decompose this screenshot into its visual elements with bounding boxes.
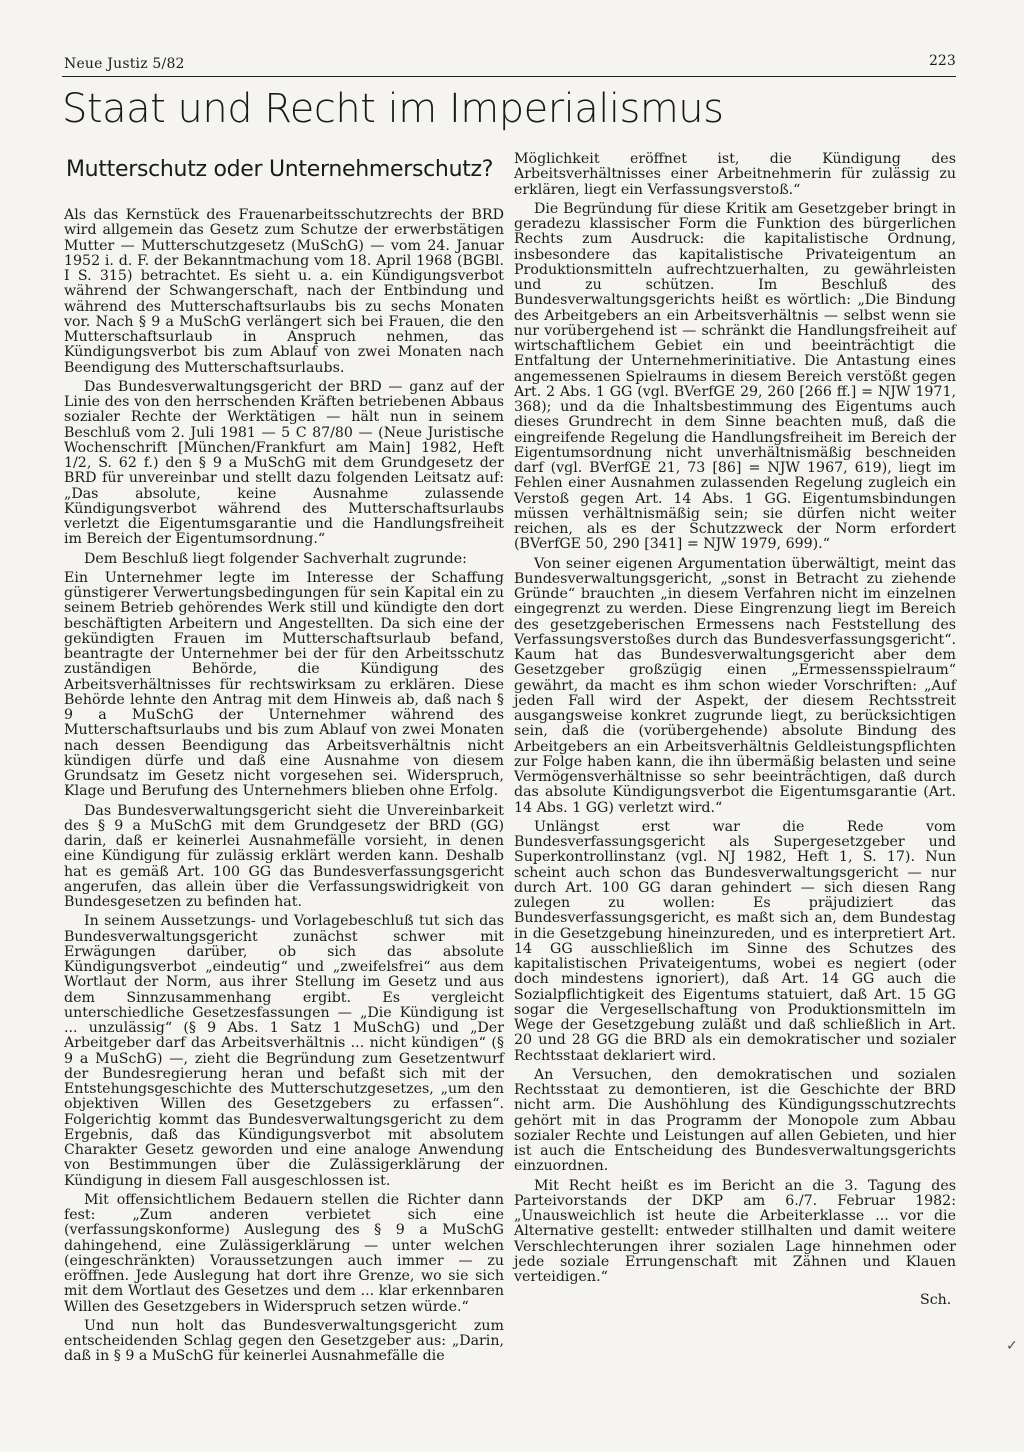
right-column [514, 152, 956, 1289]
paragraph: Das Bundesverwaltungsgericht sieht die Unvereinbarkeit des § 9 a MuSchG mit dem Grundgesetz der BRD (GG) darin, daß er keinerlei Ausnahmefälle vorsieht, in denen eine Kündigung für zulässig erklärt werden kann. Deshalb hat es gemäß Art. 100 GG das Bundesverfassungsgericht angerufen, das allein über die Verfassungswidrigkeit von Bundesgesetzen zu befinden hat. [64, 802, 504, 910]
paragraph: Ein Unternehmer legte im Interesse der Schaffung günstigerer Verwertungsbedingungen für sein Kapital ein zu seinem Betrieb gehörendes Werk still und kündigte den dort beschäftigten Arbeitern und Angestellten. Da sich eine der gekündigten Frauen im Mutterschaftsurlaub befand, beantragte der Unternehmer bei der für den Arbeitsschutz zuständigen Behörde, die Kündigung des Arbeitsverhältnisses für rechtswirksam zu erklären. Diese Behörde lehnte den Antrag mit dem Hinweis ab, daß nach § 9 a MuSchG der Unternehmer während des Mutterschaftsurlaubs und bis zum Ablauf von zwei Monaten nach dessen Beendigung das Arbeitsverhältnis nicht kündigen dürfe und daß eine Ausnahme von diesem Grundsatz im Gesetz nicht vorgesehen sei. Widerspruch, Klage und Berufung des Unternehmers blieben ohne Erfolg. [64, 569, 504, 800]
paragraph: Möglichkeit eröffnet ist, die Kündigung des Arbeitsverhältnisses einer Arbeitnehmerin für zulässig zu erklären, liegt ein Verfassungsverstoß.“ [514, 151, 956, 198]
paragraph: Die Begründung für diese Kritik am Gesetzgeber bringt in geradezu klassischer Form die Funktion des bürgerlichen Rechts zum Ausdruck: die kapitalistische Ordnung, insbesondere das kapitalistische Privateigentum an Produktionsmitteln aufrechtzuerhalten, zu gewährleisten und zu schützen. Im Beschluß des Bundesverwaltungsgerichts heißt es wörtlich: „Die Bindung des Arbeitgebers an ein Arbeitsverhältnis — selbst wenn sie nur vorübergehend ist — schränkt die Handlungsfreiheit auf wirtschaftlichem Gebiet ein und beeinträchtigt die Entfaltung der Unternehmerinitiative. Die Antastung eines angemessenen Spielraums in diesem Bereich verstößt gegen Art. 2 Abs. 1 GG (vgl. BVerfGE 29, 260 [266 ff.] = NJW 1971, 368); und da die Inhaltsbestimmung des Eigentums auch dieses Grundrecht in dem Sinne beachten muß, daß die eingreifende Regelung die Handlungsfreiheit im Bereich der Eigentumsordnung nicht unverhältnismäßig beschneiden darf (vgl. BVerfGE 21, 73 [86] = NJW 1967, 619), liegt im Fehlen einer Ausnahmen zulassenden Regelung zugleich ein Verstoß gegen Art. 14 Abs. 1 GG. Eigentumsbindungen müssen verhältnismäßig sein; sie dürfen nicht weiter reichen, als es der Schutzzweck der Norm erfordert (BVerfGE 50, 290 [341] = NJW 1979, 699).“ [514, 200, 956, 553]
paragraph: In seinem Aussetzungs- und Vorlagebeschluß tut sich das Bundesverwaltungsgericht zunächst schwer mit Erwägungen darüber, ob sich das absolute Kündigungsverbot „eindeutig“ und „zweifelsfrei“ aus dem Wortlaut der Norm, aus ihrer Stellung im Gesetz und aus dem Sinnzusammenhang ergibt. Es vergleicht unterschiedliche Gesetzesfassungen — „Die Kündigung ist ... unzulässig“ (§ 9 Abs. 1 Satz 1 MuSchG) und „Der Arbeitgeber darf das Arbeitsverhältnis ... nicht kündigen“ (§ 9 a MuSchG) —, zieht die Begründung zum Gesetzentwurf der Bundesregierung heran und befaßt sich mit der Entstehungsgeschichte des Mutterschutzgesetzes, „um den objektiven Willen des Gesetzgebers zu erfassen“. Folgerichtig kommt das Bundesverwaltungsgericht zu dem Ergebnis, daß das Kündigungsverbot mit absolutem Charakter Gesetz geworden und eine analoge Anwendung von Bestimmungen über die Zulässigerklärung der Kündigung in diesem Fall ausgeschlossen ist. [64, 913, 504, 1189]
paragraph: An Versuchen, den demokratischen und sozialen Rechtsstaat zu demontieren, ist die Geschichte der BRD nicht arm. Die Aushöhlung des Kündigungsschutzrechts gehört mit in das Programm der Monopole zum Abbau sozialer Rechte und Leistungen auf allen Gebieten, und hier ist auch die Entscheidung des Bundesverwaltungsgerichts einzuordnen. [514, 1066, 956, 1175]
paragraph: Mit offensichtlichem Bedauern stellen die Richter dann fest: „Zum anderen verbietet sich eine (verfassungskonforme) Auslegung des § 9 a MuSchG dahingehend, eine Zulässigerklärung — unter welchen (eingeschränkten) Voraussetzungen auch immer — zu eröffnen. Jede Auslegung hat dort ihre Grenze, wo sie sich mit dem Wortlaut des Gesetzes und dem ... klar erkennbaren Willen des Gesetzgebers in Widerspruch setzen würde.“ [64, 1191, 504, 1315]
left-column [64, 208, 504, 1369]
page-number: 223 [929, 53, 956, 69]
paragraph: Dem Beschluß liegt folgender Sachverhalt zugrunde: [84, 550, 467, 567]
paragraph: Als das Kernstück des Frauenarbeitsschutzrechts der BRD wird allgemein das Gesetz zum Schutze der erwerbstätigen Mutter — Mutterschutzgesetz (MuSchG) — vom 24. Januar 1952 i. d. F. der Bekanntmachung vom 18. April 1968 (BGBl. I S. 315) betrachtet. Es sieht u. a. ein Kündigungsverbot während der Schwangerschaft, nach der Entbindung und während des Mutterschaftsurlaubs bis zu sechs Monaten vor. Nach § 9 a MuSchG verlängert sich bei Frauen, die den Mutterschaftsurlaub in Anspruch nehmen, das Kündigungsverbot bis zum Ablauf von zwei Monaten nach Beendigung des Mutterschaftsurlaubs. [64, 207, 504, 376]
section-title: Staat und Recht im Imperialismus [62, 86, 724, 132]
paragraph: Mit Recht heißt es im Bericht an die 3. Tagung des Parteivorstands der DKP am 6./7. Februar 1982: „Unausweichlich ist heute die Arbeiterklasse ... vor die Alternative gestellt: entweder stillhalten und damit weitere Verschlechterungen ihrer sozialen Lage hinnehmen oder jede soziale Errungenschaft mit Zähnen und Klauen verteidigen.“ [514, 1177, 956, 1285]
paragraph: Von seiner eigenen Argumentation überwältigt, meint das Bundesverwaltungsgericht, „sonst in Betracht zu ziehende Gründe“ brauchten „in diesem Verfahren nicht im einzelnen eingegrenzt zu werden. Diese Eingrenzung liegt im Bereich des gesetzgeberischen Ermessens nach Feststellung des Verfassungsverstoßes durch das Bundesverfassungsgericht“. Kaum hat das Bundesverwaltungsgericht aber dem Gesetzgeber großzügig einen „Ermessensspielraum“ gewährt, da macht es ihm schon wieder Vorschriften: „Auf jeden Fall wird der Aspekt, der diesem Rechtsstreit ausgangsweise konkret zugrunde liegt, zu berücksichtigen sein, daß die (vorübergehende) absolute Bindung des Arbeitgebers an ein Arbeitsverhältnis Geldleistungspflichten zur Folge haben kann, die ihn übermäßig belasten und seine Vermögensverhältnisse so sehr beeinträchtigen, daß durch das absolute Kündigungsverbot die Eigentumsgarantie (Art. 14 Abs. 1 GG) verletzt wird.“ [514, 555, 956, 816]
paragraph: Und nun holt das Bundesverwaltungsgericht zum entscheidenden Schlag gegen den Gesetzgeber aus: „Darin, daß in § 9 a MuSchG für keinerlei Ausnahmefälle die [64, 1317, 504, 1365]
author-signature: Sch. [920, 1292, 952, 1308]
margin-mark: ✓ [1006, 1338, 1018, 1354]
paragraph: Das Bundesverwaltungsgericht der BRD — ganz auf der Linie des von den herrschenden Kräften betriebenen Abbaus sozialer Rechte der Werktätigen — hält nun in seinem Beschluß vom 2. Juli 1981 — 5 C 87/80 — (Neue Juristische Wochenschrift [München/Frankfurt am Main] 1982, Heft 1/2, S. 62 f.) den § 9 a MuSchG mit dem Grundgesetz der BRD für unvereinbar und stellt dazu folgenden Leitsatz auf: „Das absolute, keine Ausnahme zulassende Kündigungsverbot während des Mutterschaftsurlaubs verletzt die Eigentumsgarantie und die Handlungsfreiheit im Bereich der Eigentumsordnung.“ [64, 378, 504, 548]
paragraph: Unlängst erst war die Rede vom Bundesverfassungsgericht als Supergesetzgeber und Superkontrollinstanz (vgl. NJ 1982, Heft 1, S. 17). Nun scheint auch schon das Bundesverwaltungsgericht — nur durch Art. 100 GG daran gehindert — sich diesen Rang zulegen zu wollen: Es präjudiziert das Bundesverfassungsgericht, es maßt sich an, dem Bundestag in die Gesetzgebung hineinzureden, und es interpretiert Art. 14 GG ausschließlich im Sinne des Schutzes des kapitalistischen Privateigentums, wobei es negiert (oder doch mindestens ignoriert), daß Art. 14 GG auch die Sozialpflichtigkeit des Eigentums statuiert, daß Art. 15 GG sogar die Vergesellschaftung von Produktionsmitteln im Wege der Gesetzgebung zuläßt und daß schließlich in Art. 20 und 28 GG die BRD als ein demokratischer und sozialer Rechtsstaat deklariert wird. [514, 818, 956, 1064]
header-rule [62, 76, 956, 77]
journal-header: Neue Justiz 5/82 [64, 56, 185, 72]
article-title: Mutterschutz oder Unternehmerschutz? [66, 157, 494, 182]
